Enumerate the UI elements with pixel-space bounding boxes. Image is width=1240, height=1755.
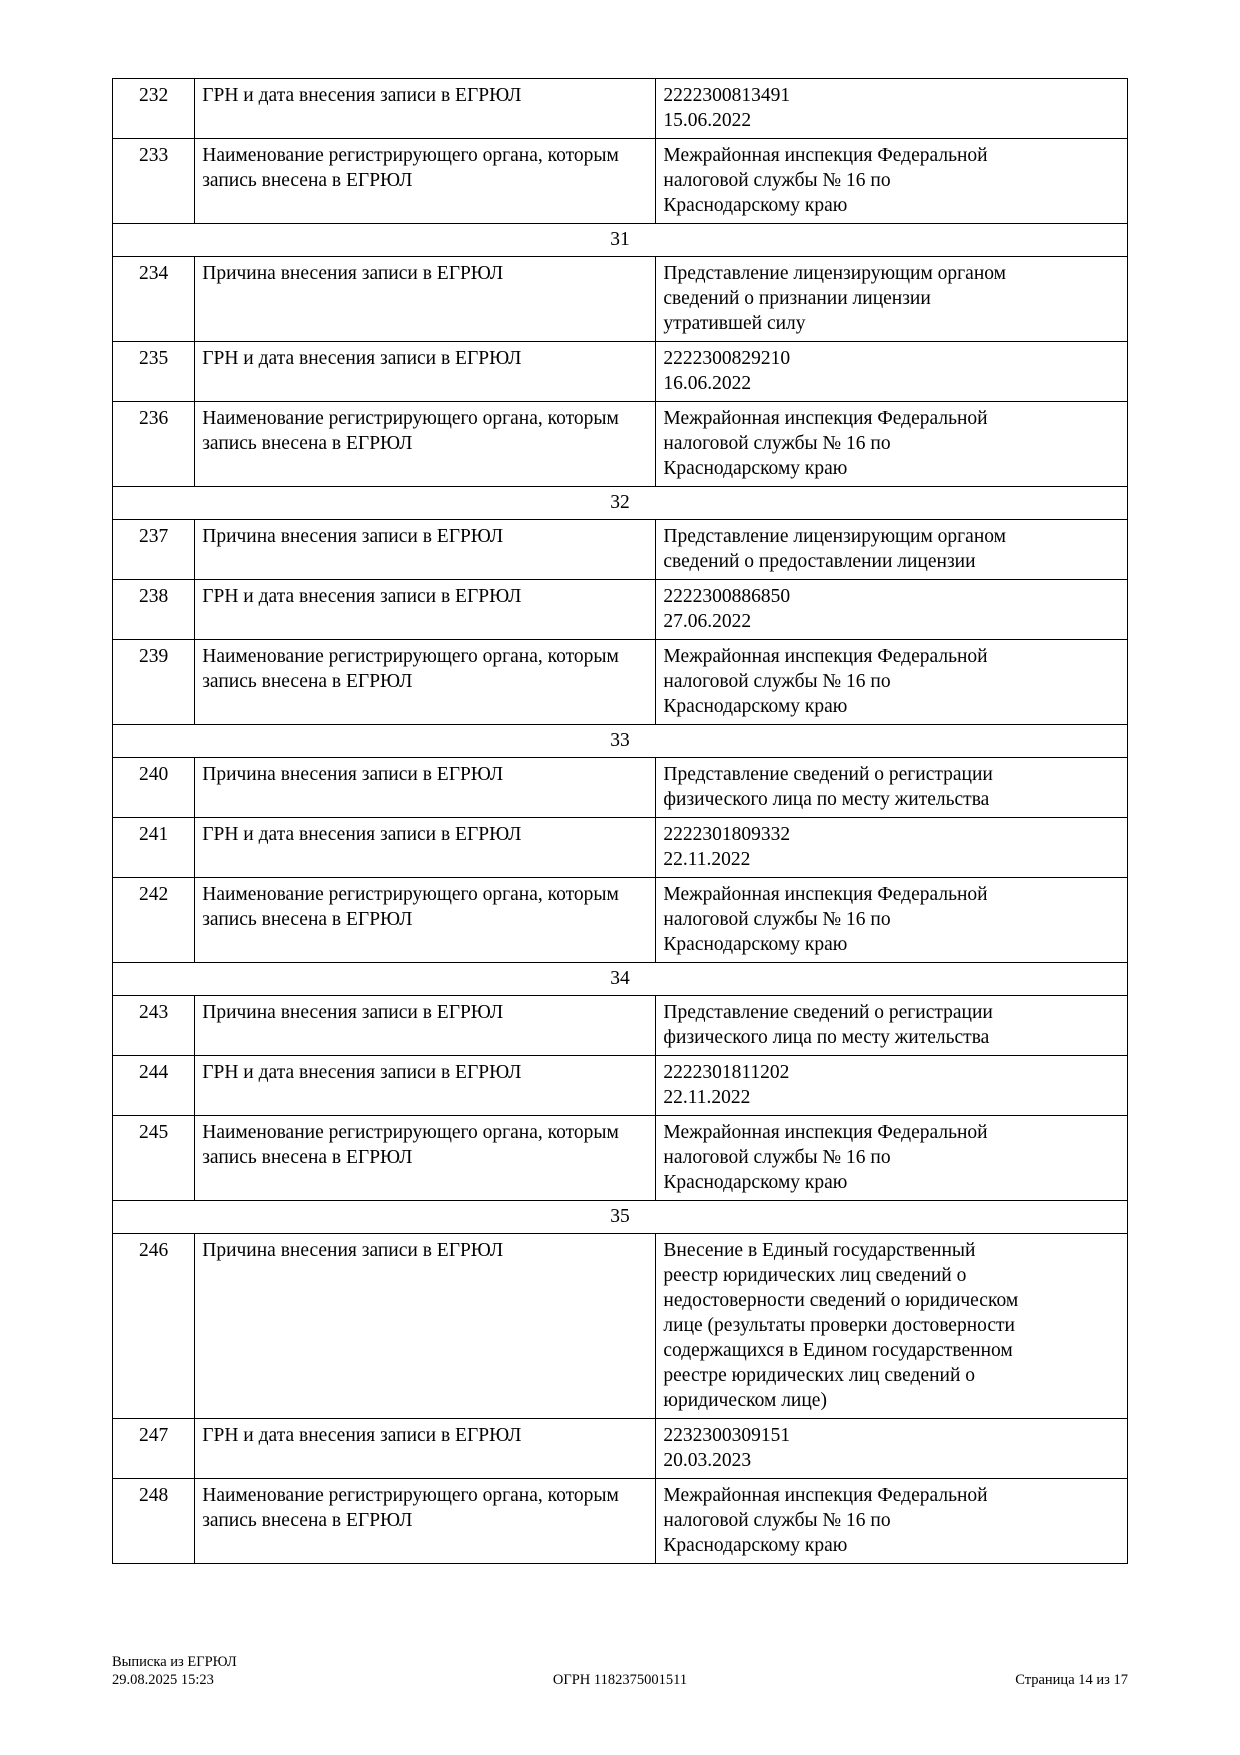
table-row xyxy=(113,1479,1128,1564)
row-number: 242 xyxy=(113,878,195,963)
row-label: Наименование регистрирующего органа, которым запись внесена в ЕГРЮЛ xyxy=(195,402,656,487)
row-number: 244 xyxy=(113,1056,195,1116)
table-row xyxy=(113,1419,1128,1479)
footer-timestamp: 29.08.2025 15:23 xyxy=(112,1672,214,1688)
section-title: 34 xyxy=(113,963,1128,996)
row-value-line: Внесение в Единый государственный xyxy=(663,1240,976,1261)
row-value-line: 22.11.2022 xyxy=(663,849,751,870)
table-row xyxy=(113,580,1128,640)
row-label: ГРН и дата внесения записи в ЕГРЮЛ xyxy=(195,580,656,640)
row-value-line: Краснодарскому краю xyxy=(663,195,848,216)
table-row xyxy=(113,1234,1128,1419)
row-number: 246 xyxy=(113,1234,195,1419)
row-value-line: Представление сведений о регистрации xyxy=(663,764,993,785)
footer-page-number: Страница 14 из 17 xyxy=(1015,1672,1128,1688)
row-label: Наименование регистрирующего органа, которым запись внесена в ЕГРЮЛ xyxy=(195,1479,656,1564)
row-number: 236 xyxy=(113,402,195,487)
row-value-line: юридическом лице) xyxy=(663,1390,827,1411)
row-value-line: реестре юридических лиц сведений о xyxy=(663,1365,976,1386)
row-value-line: утратившей силу xyxy=(663,313,806,334)
table-section-row xyxy=(113,487,1128,520)
table-row xyxy=(113,139,1128,224)
row-value-line: налоговой службы № 16 по xyxy=(663,1147,891,1168)
row-value-line: 22.11.2022 xyxy=(663,1087,751,1108)
row-value xyxy=(656,1056,1128,1116)
row-value xyxy=(656,1234,1128,1419)
row-value-line: сведений о признании лицензии xyxy=(663,288,931,309)
row-value-line: Краснодарскому краю xyxy=(663,458,848,479)
page-footer xyxy=(112,1653,1128,1689)
row-value-line: Межрайонная инспекция Федеральной xyxy=(663,1485,988,1506)
row-value-line: недостоверности сведений о юридическом xyxy=(663,1290,1019,1311)
row-value-line: 2222301809332 xyxy=(663,824,791,845)
row-value xyxy=(656,758,1128,818)
row-label: Наименование регистрирующего органа, которым запись внесена в ЕГРЮЛ xyxy=(195,640,656,725)
row-label: ГРН и дата внесения записи в ЕГРЮЛ xyxy=(195,1419,656,1479)
row-value-line: Межрайонная инспекция Федеральной xyxy=(663,646,988,667)
row-value-line: налоговой службы № 16 по xyxy=(663,433,891,454)
section-title: 32 xyxy=(113,487,1128,520)
row-value-line: сведений о предоставлении лицензии xyxy=(663,551,976,572)
row-label: ГРН и дата внесения записи в ЕГРЮЛ xyxy=(195,818,656,878)
table-row xyxy=(113,996,1128,1056)
row-value-line: налоговой службы № 16 по xyxy=(663,671,891,692)
row-number: 237 xyxy=(113,520,195,580)
row-number: 245 xyxy=(113,1116,195,1201)
row-value-line: Межрайонная инспекция Федеральной xyxy=(663,884,988,905)
egrul-records-table xyxy=(112,78,1128,1564)
row-value-line: 2222300829210 xyxy=(663,348,791,369)
row-value-line: 27.06.2022 xyxy=(663,611,752,632)
row-value xyxy=(656,996,1128,1056)
row-number: 233 xyxy=(113,139,195,224)
table-row xyxy=(113,818,1128,878)
table-section-row xyxy=(113,224,1128,257)
row-value-line: 15.06.2022 xyxy=(663,110,752,131)
row-value-line: Межрайонная инспекция Федеральной xyxy=(663,1122,988,1143)
row-label: Причина внесения записи в ЕГРЮЛ xyxy=(195,1234,656,1419)
row-value-line: 2232300309151 xyxy=(663,1425,791,1446)
row-value-line: реестр юридических лиц сведений о xyxy=(663,1265,967,1286)
row-label: Причина внесения записи в ЕГРЮЛ xyxy=(195,996,656,1056)
row-label: Причина внесения записи в ЕГРЮЛ xyxy=(195,758,656,818)
row-value-line: содержащихся в Едином государственном xyxy=(663,1340,1013,1361)
row-value-line: налоговой службы № 16 по xyxy=(663,1510,891,1531)
row-value-line: 20.03.2023 xyxy=(663,1450,752,1471)
table-section-row xyxy=(113,1201,1128,1234)
row-value-line: 2222300886850 xyxy=(663,586,791,607)
row-value xyxy=(656,520,1128,580)
row-value-line: 2222300813491 xyxy=(663,85,791,106)
row-label: ГРН и дата внесения записи в ЕГРЮЛ xyxy=(195,1056,656,1116)
row-value-line: Представление сведений о регистрации xyxy=(663,1002,993,1023)
row-number: 240 xyxy=(113,758,195,818)
row-value xyxy=(656,257,1128,342)
row-label: ГРН и дата внесения записи в ЕГРЮЛ xyxy=(195,342,656,402)
row-value-line: Краснодарскому краю xyxy=(663,696,848,717)
row-value xyxy=(656,640,1128,725)
row-value-line: физического лица по месту жительства xyxy=(663,1027,990,1048)
table-row xyxy=(113,1056,1128,1116)
row-value-line: Краснодарскому краю xyxy=(663,1172,848,1193)
row-label: Причина внесения записи в ЕГРЮЛ xyxy=(195,257,656,342)
row-value xyxy=(656,139,1128,224)
table-row xyxy=(113,520,1128,580)
row-number: 232 xyxy=(113,79,195,139)
row-value-line: налоговой службы № 16 по xyxy=(663,909,891,930)
table-section-row xyxy=(113,725,1128,758)
footer-row-bottom xyxy=(112,1671,1128,1689)
row-value-line: Представление лицензирующим органом xyxy=(663,263,1006,284)
table-row xyxy=(113,1116,1128,1201)
row-number: 241 xyxy=(113,818,195,878)
section-title: 35 xyxy=(113,1201,1128,1234)
row-number: 238 xyxy=(113,580,195,640)
row-number: 243 xyxy=(113,996,195,1056)
row-value xyxy=(656,1479,1128,1564)
row-value-line: 16.06.2022 xyxy=(663,373,752,394)
table-row xyxy=(113,758,1128,818)
row-value-line: лице (результаты проверки достоверности xyxy=(663,1315,1015,1336)
row-value xyxy=(656,402,1128,487)
egrul-table-body xyxy=(113,79,1128,1564)
row-value-line: Межрайонная инспекция Федеральной xyxy=(663,145,988,166)
row-value-line: налоговой службы № 16 по xyxy=(663,170,891,191)
row-value-line: физического лица по месту жительства xyxy=(663,789,990,810)
row-value-line: Краснодарскому краю xyxy=(663,934,848,955)
row-value xyxy=(656,1116,1128,1201)
row-value-line: Межрайонная инспекция Федеральной xyxy=(663,408,988,429)
table-row xyxy=(113,342,1128,402)
footer-document-title: Выписка из ЕГРЮЛ xyxy=(112,1654,237,1670)
row-value xyxy=(656,79,1128,139)
row-label: Наименование регистрирующего органа, которым запись внесена в ЕГРЮЛ xyxy=(195,139,656,224)
row-label: Наименование регистрирующего органа, которым запись внесена в ЕГРЮЛ xyxy=(195,878,656,963)
row-label: ГРН и дата внесения записи в ЕГРЮЛ xyxy=(195,79,656,139)
row-value-line: Представление лицензирующим органом xyxy=(663,526,1006,547)
row-value xyxy=(656,818,1128,878)
row-number: 234 xyxy=(113,257,195,342)
row-value xyxy=(656,342,1128,402)
section-title: 31 xyxy=(113,224,1128,257)
table-row xyxy=(113,257,1128,342)
row-number: 235 xyxy=(113,342,195,402)
row-value xyxy=(656,1419,1128,1479)
row-number: 247 xyxy=(113,1419,195,1479)
table-row xyxy=(113,402,1128,487)
section-title: 33 xyxy=(113,725,1128,758)
footer-row-top xyxy=(112,1653,1128,1671)
row-value xyxy=(656,878,1128,963)
row-number: 248 xyxy=(113,1479,195,1564)
table-section-row xyxy=(113,963,1128,996)
row-number: 239 xyxy=(113,640,195,725)
table-row xyxy=(113,640,1128,725)
row-value xyxy=(656,580,1128,640)
footer-ogrn: ОГРН 1182375001511 xyxy=(552,1672,688,1688)
row-label: Причина внесения записи в ЕГРЮЛ xyxy=(195,520,656,580)
table-row xyxy=(113,79,1128,139)
table-row xyxy=(113,878,1128,963)
row-value-line: 2222301811202 xyxy=(663,1062,790,1083)
row-value-line: Краснодарскому краю xyxy=(663,1535,848,1556)
row-label: Наименование регистрирующего органа, которым запись внесена в ЕГРЮЛ xyxy=(195,1116,656,1201)
